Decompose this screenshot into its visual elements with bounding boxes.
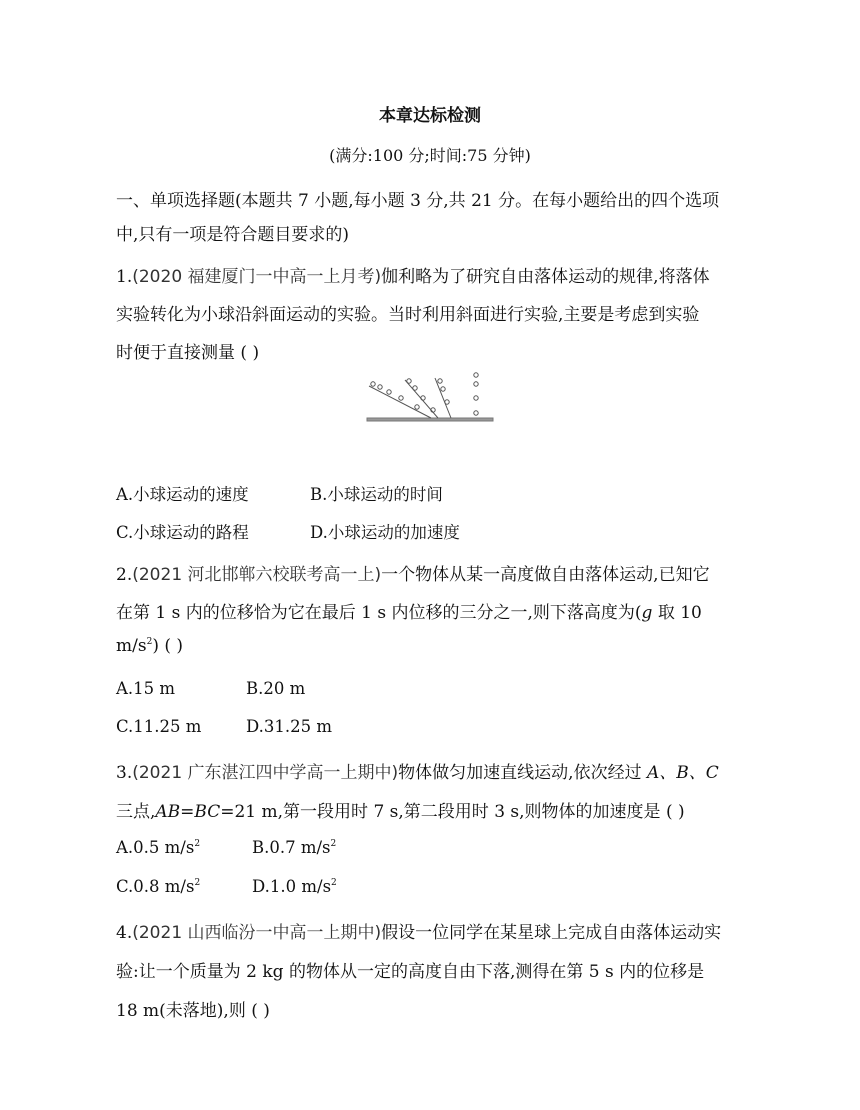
question-2-option-b: B.20 m <box>246 679 306 698</box>
question-2-text-b: 取 10 <box>652 603 702 623</box>
exponent: 2 <box>194 839 201 849</box>
exponent: 2 <box>194 878 201 888</box>
question-2-unit: m/s <box>116 636 147 656</box>
question-1-option-b: B.小球运动的时间 <box>310 485 443 504</box>
question-2-text: 一个物体从某一高度做自由落体运动,已知它 <box>381 565 710 585</box>
question-3-option-c <box>116 877 200 896</box>
question-2-option-d: D.31.25 m <box>246 717 333 736</box>
question-3-text: 物体做匀加速直线运动,依次经过 <box>398 763 647 783</box>
question-3-line-2 <box>116 797 685 822</box>
chapter-test-title: 本章达标检测 <box>379 106 481 126</box>
exponent: 2 <box>330 839 337 849</box>
inclined-plane-figure <box>365 370 495 426</box>
question-3-number: 3. <box>116 763 133 783</box>
question-3-option-d-text: D.1.0 m/s <box>252 877 332 896</box>
question-4-text: 假设一位同学在某星球上完成自由落体运动实 <box>381 923 722 943</box>
question-3-option-c-text: C.0.8 m/s <box>116 877 195 896</box>
section-heading-line-1: 一、单项选择题(本题共 7 小题,每小题 3 分,共 21 分。在每小题给出的四个选项 <box>116 191 720 211</box>
question-3-option-b-text: B.0.7 m/s <box>252 838 331 857</box>
question-2-line-3 <box>116 636 183 656</box>
inclined-plane-diagram <box>367 373 493 421</box>
segment-equality: AB=BC <box>155 802 221 822</box>
question-4-number: 4. <box>116 923 133 943</box>
question-3-option-a <box>116 838 200 857</box>
question-3-text-a: 三点, <box>116 802 156 822</box>
question-3-option-b <box>252 838 336 857</box>
section-heading-line-2: 中,只有一项是符合题目要求的) <box>116 225 350 245</box>
question-4-line-3: 18 m(未落地),则 ( ) <box>116 1001 270 1021</box>
question-2-line-1 <box>116 560 710 585</box>
question-2-option-a: A.15 m <box>116 679 176 698</box>
question-3-text-b: =21 m,第一段用时 7 s,第二段用时 3 s,则物体的加速度是 ( ) <box>220 802 685 822</box>
question-3-source: (2021 广东湛江四中学高一上期中) <box>132 763 399 783</box>
question-3-line-1 <box>116 758 719 783</box>
question-1-number: 1. <box>116 267 133 287</box>
question-1-line-2: 实验转化为小球沿斜面运动的实验。当时利用斜面进行实验,主要是考虑到实验 <box>116 305 700 325</box>
question-1-option-c: C.小球运动的路程 <box>116 523 249 542</box>
question-3-option-a-text: A.0.5 m/s <box>116 838 195 857</box>
gravity-symbol: g <box>641 603 653 623</box>
question-1-option-d: D.小球运动的加速度 <box>310 523 460 542</box>
question-4-source: (2021 山西临汾一中高一上期中) <box>132 923 382 943</box>
point-labels: A、B、C <box>646 763 719 783</box>
question-2-option-c: C.11.25 m <box>116 717 202 736</box>
question-4-line-2: 验:让一个质量为 2 kg 的物体从一定的高度自由下落,测得在第 5 s 内的位移是 <box>116 962 705 982</box>
question-2-text-a: 在第 1 s 内的位移恰为它在最后 1 s 内位移的三分之一,则下落高度为( <box>116 603 642 623</box>
question-1-source: (2020 福建厦门一中高一上月考) <box>132 267 382 287</box>
exponent: 2 <box>331 878 337 888</box>
question-2-line-2 <box>116 598 702 623</box>
question-2-number: 2. <box>116 565 133 585</box>
question-3-option-d <box>252 877 337 896</box>
question-2-answer-blank: ) ( ) <box>152 636 184 656</box>
question-1-line-1 <box>116 262 710 287</box>
question-1-option-a: A.小球运动的速度 <box>116 485 249 504</box>
question-4-line-1 <box>116 918 721 943</box>
question-2-unit-exponent: 2 <box>146 637 153 647</box>
question-2-source: (2021 河北邯郸六校联考高一上) <box>132 565 382 585</box>
question-1-line-3: 时便于直接测量 ( ) <box>116 343 260 363</box>
question-1-text: 伽利略为了研究自由落体运动的规律,将落体 <box>381 267 710 287</box>
score-time-info: (满分:100 分;时间:75 分钟) <box>329 146 531 165</box>
